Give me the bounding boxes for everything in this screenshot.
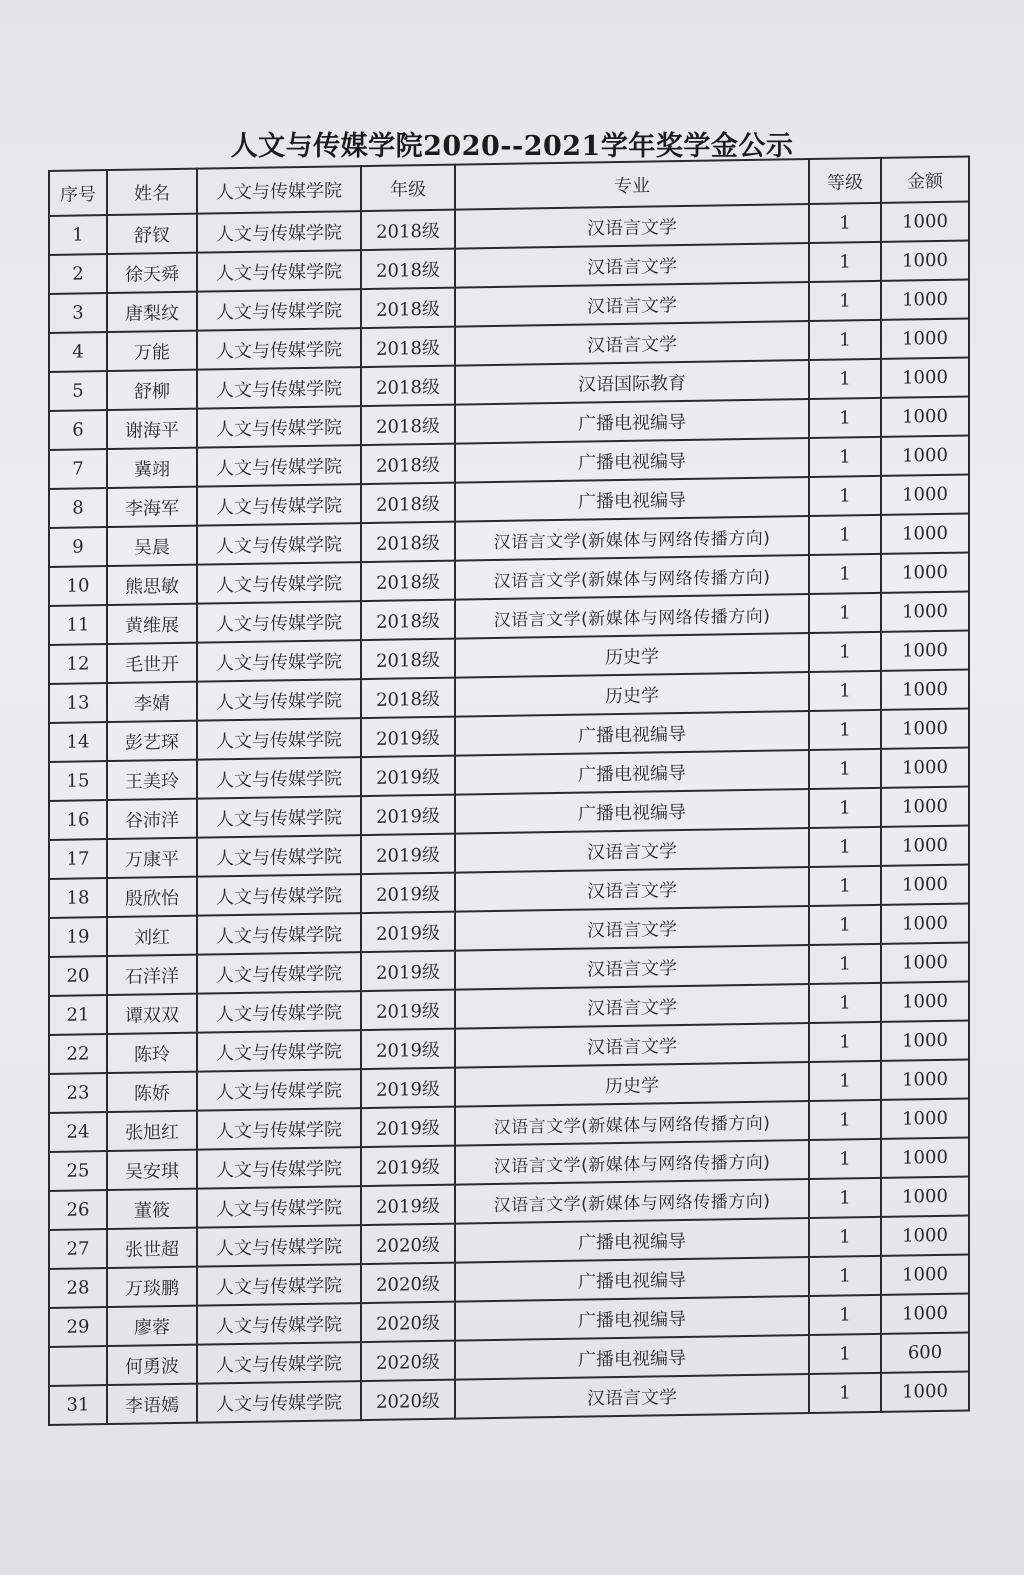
cell-name: 彭艺琛 [107, 721, 197, 761]
cell-major: 汉语言文学 [455, 204, 809, 249]
cell-name: 舒柳 [107, 370, 197, 410]
cell-level: 1 [809, 983, 881, 1023]
cell-level: 1 [809, 905, 881, 945]
cell-level: 1 [809, 671, 881, 711]
cell-grade: 2020级 [361, 1224, 455, 1264]
cell-index: 23 [49, 1073, 107, 1113]
cell-grade: 2019级 [361, 1185, 455, 1225]
cell-level: 1 [809, 1217, 881, 1257]
cell-index: 27 [49, 1229, 107, 1269]
cell-index: 4 [49, 332, 107, 372]
cell-grade: 2019级 [361, 756, 455, 796]
table-body [49, 202, 969, 1425]
cell-major: 汉语言文学(新媒体与网络传播方向) [455, 516, 809, 561]
cell-amount: 1000 [881, 709, 969, 749]
cell-college: 人文与传媒学院 [197, 1147, 361, 1189]
cell-name: 张旭红 [107, 1111, 197, 1151]
cell-amount: 600 [881, 1333, 969, 1373]
cell-college: 人文与传媒学院 [197, 835, 361, 877]
cell-amount: 1000 [881, 1372, 969, 1412]
cell-level: 1 [809, 827, 881, 867]
cell-grade: 2020级 [361, 1263, 455, 1303]
cell-college: 人文与传媒学院 [197, 1030, 361, 1072]
cell-level: 1 [809, 944, 881, 984]
cell-grade: 2018级 [361, 678, 455, 718]
cell-grade: 2018级 [361, 600, 455, 640]
cell-grade: 2018级 [361, 483, 455, 523]
cell-index [49, 1346, 107, 1386]
cell-amount: 1000 [881, 1060, 969, 1100]
cell-amount: 1000 [881, 592, 969, 632]
cell-grade: 2018级 [361, 288, 455, 328]
cell-name: 廖蓉 [107, 1306, 197, 1346]
cell-major: 历史学 [455, 1062, 809, 1107]
cell-name: 熊思敏 [107, 565, 197, 605]
cell-level: 1 [809, 866, 881, 906]
cell-amount: 1000 [881, 748, 969, 788]
cell-college: 人文与传媒学院 [197, 757, 361, 799]
cell-name: 万康平 [107, 838, 197, 878]
cell-grade: 2020级 [361, 1380, 455, 1420]
cell-name: 谢海平 [107, 409, 197, 449]
cell-college: 人文与传媒学院 [197, 1342, 361, 1384]
cell-name: 何勇波 [107, 1345, 197, 1385]
cell-college: 人文与传媒学院 [197, 406, 361, 448]
cell-college: 人文与传媒学院 [197, 367, 361, 409]
cell-major: 广播电视编导 [455, 1218, 809, 1263]
cell-college: 人文与传媒学院 [197, 952, 361, 994]
cell-grade: 2019级 [361, 873, 455, 913]
cell-college: 人文与传媒学院 [197, 1303, 361, 1345]
cell-grade: 2018级 [361, 249, 455, 289]
cell-grade: 2018级 [361, 561, 455, 601]
cell-major: 汉语言文学 [455, 906, 809, 951]
cell-name: 谷沛洋 [107, 799, 197, 839]
cell-amount: 1000 [881, 982, 969, 1022]
cell-index: 3 [49, 293, 107, 333]
cell-index: 29 [49, 1307, 107, 1347]
cell-name: 舒钗 [107, 214, 197, 254]
cell-amount: 1000 [881, 1177, 969, 1217]
cell-major: 汉语言文学(新媒体与网络传播方向) [455, 1140, 809, 1185]
cell-college: 人文与传媒学院 [197, 1264, 361, 1306]
cell-level: 1 [809, 632, 881, 672]
cell-major: 汉语言文学 [455, 945, 809, 990]
cell-college: 人文与传媒学院 [197, 445, 361, 487]
cell-major: 汉语言文学 [455, 321, 809, 366]
cell-college: 人文与传媒学院 [197, 328, 361, 370]
cell-name: 万琰鹏 [107, 1267, 197, 1307]
cell-amount: 1000 [881, 319, 969, 359]
cell-major: 汉语言文学(新媒体与网络传播方向) [455, 1179, 809, 1224]
cell-index: 9 [49, 527, 107, 567]
header-level: 等级 [809, 158, 881, 204]
cell-index: 15 [49, 761, 107, 801]
cell-amount: 1000 [881, 1294, 969, 1334]
cell-major: 历史学 [455, 633, 809, 678]
cell-level: 1 [809, 1178, 881, 1218]
cell-level: 1 [809, 710, 881, 750]
cell-grade: 2018级 [361, 522, 455, 562]
cell-amount: 1000 [881, 553, 969, 593]
cell-major: 汉语言文学 [455, 828, 809, 873]
cell-amount: 1000 [881, 514, 969, 554]
cell-level: 1 [809, 1139, 881, 1179]
cell-level: 1 [809, 788, 881, 828]
cell-grade: 2019级 [361, 834, 455, 874]
cell-amount: 1000 [881, 1216, 969, 1256]
cell-grade: 2019级 [361, 990, 455, 1030]
cell-grade: 2019级 [361, 912, 455, 952]
cell-amount: 1000 [881, 787, 969, 827]
cell-name: 殷欣怡 [107, 877, 197, 917]
cell-index: 19 [49, 917, 107, 957]
cell-level: 1 [809, 1100, 881, 1140]
cell-major: 汉语言文学 [455, 243, 809, 288]
cell-grade: 2018级 [361, 327, 455, 367]
cell-index: 7 [49, 449, 107, 489]
cell-grade: 2020级 [361, 1341, 455, 1381]
cell-college: 人文与传媒学院 [197, 289, 361, 331]
cell-major: 汉语国际教育 [455, 360, 809, 405]
cell-index: 5 [49, 371, 107, 411]
cell-grade: 2018级 [361, 405, 455, 445]
cell-amount: 1000 [881, 475, 969, 515]
cell-amount: 1000 [881, 826, 969, 866]
cell-name: 石洋洋 [107, 955, 197, 995]
cell-level: 1 [809, 1022, 881, 1062]
cell-amount: 1000 [881, 202, 969, 242]
cell-name: 毛世开 [107, 643, 197, 683]
cell-major: 汉语言文学 [455, 984, 809, 1029]
cell-major: 汉语言文学(新媒体与网络传播方向) [455, 594, 809, 639]
cell-amount: 1000 [881, 1255, 969, 1295]
cell-college: 人文与传媒学院 [197, 562, 361, 604]
cell-college: 人文与传媒学院 [197, 523, 361, 565]
cell-level: 1 [809, 749, 881, 789]
cell-major: 汉语言文学(新媒体与网络传播方向) [455, 1101, 809, 1146]
cell-name: 陈娇 [107, 1072, 197, 1112]
cell-major: 广播电视编导 [455, 399, 809, 444]
cell-amount: 1000 [881, 631, 969, 671]
cell-grade: 2020级 [361, 1302, 455, 1342]
cell-index: 16 [49, 800, 107, 840]
header-index: 序号 [49, 170, 107, 216]
cell-grade: 2018级 [361, 639, 455, 679]
cell-name: 陈玲 [107, 1033, 197, 1073]
cell-grade: 2019级 [361, 1068, 455, 1108]
cell-college: 人文与传媒学院 [197, 718, 361, 760]
cell-level: 1 [809, 515, 881, 555]
cell-name: 王美玲 [107, 760, 197, 800]
cell-index: 2 [49, 254, 107, 294]
cell-major: 广播电视编导 [455, 750, 809, 795]
cell-index: 18 [49, 878, 107, 918]
cell-grade: 2018级 [361, 210, 455, 250]
cell-amount: 1000 [881, 904, 969, 944]
cell-amount: 1000 [881, 241, 969, 281]
cell-major: 汉语言文学 [455, 1374, 809, 1419]
cell-index: 24 [49, 1112, 107, 1152]
header-grade: 年级 [361, 165, 455, 211]
cell-amount: 1000 [881, 280, 969, 320]
cell-index: 28 [49, 1268, 107, 1308]
cell-index: 12 [49, 644, 107, 684]
cell-major: 广播电视编导 [455, 711, 809, 756]
document-title: 人文与传媒学院2020--2021学年奖学金公示 [230, 131, 794, 162]
cell-amount: 1000 [881, 1099, 969, 1139]
cell-college: 人文与传媒学院 [197, 640, 361, 682]
cell-name: 吴安琪 [107, 1150, 197, 1190]
header-major: 专业 [455, 159, 809, 210]
cell-name: 万能 [107, 331, 197, 371]
cell-name: 吴晨 [107, 526, 197, 566]
cell-index: 8 [49, 488, 107, 528]
cell-college: 人文与传媒学院 [197, 250, 361, 292]
cell-name: 李海军 [107, 487, 197, 527]
cell-amount: 1000 [881, 358, 969, 398]
cell-major: 汉语言文学(新媒体与网络传播方向) [455, 555, 809, 600]
cell-level: 1 [809, 359, 881, 399]
cell-college: 人文与传媒学院 [197, 601, 361, 643]
cell-name: 董筱 [107, 1189, 197, 1229]
cell-name: 黄维展 [107, 604, 197, 644]
cell-amount: 1000 [881, 865, 969, 905]
cell-index: 14 [49, 722, 107, 762]
cell-major: 广播电视编导 [455, 1296, 809, 1341]
cell-grade: 2018级 [361, 444, 455, 484]
cell-level: 1 [809, 1061, 881, 1101]
cell-grade: 2019级 [361, 795, 455, 835]
cell-college: 人文与传媒学院 [197, 991, 361, 1033]
cell-grade: 2019级 [361, 1146, 455, 1186]
cell-level: 1 [809, 203, 881, 243]
cell-index: 13 [49, 683, 107, 723]
cell-college: 人文与传媒学院 [197, 1186, 361, 1228]
cell-index: 17 [49, 839, 107, 879]
cell-index: 20 [49, 956, 107, 996]
header-amount: 金额 [881, 157, 969, 203]
cell-grade: 2019级 [361, 1107, 455, 1147]
cell-grade: 2019级 [361, 1029, 455, 1069]
cell-level: 1 [809, 1373, 881, 1413]
cell-level: 1 [809, 554, 881, 594]
cell-name: 张世超 [107, 1228, 197, 1268]
cell-level: 1 [809, 398, 881, 438]
cell-major: 广播电视编导 [455, 1257, 809, 1302]
cell-college: 人文与传媒学院 [197, 1108, 361, 1150]
cell-index: 6 [49, 410, 107, 450]
cell-level: 1 [809, 281, 881, 321]
cell-major: 汉语言文学 [455, 1023, 809, 1068]
cell-index: 25 [49, 1151, 107, 1191]
cell-amount: 1000 [881, 1021, 969, 1061]
cell-major: 广播电视编导 [455, 477, 809, 522]
header-college: 人文与传媒学院 [197, 166, 361, 214]
cell-index: 1 [49, 215, 107, 255]
cell-name: 徐天舜 [107, 253, 197, 293]
cell-name: 谭双双 [107, 994, 197, 1034]
cell-level: 1 [809, 476, 881, 516]
cell-level: 1 [809, 593, 881, 633]
cell-amount: 1000 [881, 943, 969, 983]
cell-index: 10 [49, 566, 107, 606]
cell-college: 人文与传媒学院 [197, 1069, 361, 1111]
cell-grade: 2018级 [361, 366, 455, 406]
cell-college: 人文与传媒学院 [197, 211, 361, 253]
header-name: 姓名 [107, 169, 197, 215]
cell-major: 广播电视编导 [455, 1335, 809, 1380]
cell-index: 31 [49, 1385, 107, 1425]
cell-level: 1 [809, 320, 881, 360]
cell-level: 1 [809, 437, 881, 477]
cell-college: 人文与传媒学院 [197, 1381, 361, 1423]
cell-name: 刘红 [107, 916, 197, 956]
cell-college: 人文与传媒学院 [197, 913, 361, 955]
cell-college: 人文与传媒学院 [197, 1225, 361, 1267]
cell-index: 11 [49, 605, 107, 645]
cell-level: 1 [809, 242, 881, 282]
cell-major: 广播电视编导 [455, 789, 809, 834]
cell-major: 广播电视编导 [455, 438, 809, 483]
cell-college: 人文与传媒学院 [197, 874, 361, 916]
cell-major: 汉语言文学 [455, 282, 809, 327]
cell-amount: 1000 [881, 397, 969, 437]
cell-index: 26 [49, 1190, 107, 1230]
cell-index: 22 [49, 1034, 107, 1074]
cell-index: 21 [49, 995, 107, 1035]
cell-name: 李婧 [107, 682, 197, 722]
cell-college: 人文与传媒学院 [197, 796, 361, 838]
cell-name: 冀翊 [107, 448, 197, 488]
cell-amount: 1000 [881, 436, 969, 476]
cell-college: 人文与传媒学院 [197, 484, 361, 526]
cell-grade: 2019级 [361, 717, 455, 757]
cell-level: 1 [809, 1295, 881, 1335]
cell-name: 唐梨纹 [107, 292, 197, 332]
cell-major: 汉语言文学 [455, 867, 809, 912]
cell-level: 1 [809, 1256, 881, 1296]
cell-name: 李语嫣 [107, 1384, 197, 1424]
cell-amount: 1000 [881, 670, 969, 710]
cell-level: 1 [809, 1334, 881, 1374]
cell-grade: 2019级 [361, 951, 455, 991]
cell-college: 人文与传媒学院 [197, 679, 361, 721]
scholarship-table [48, 156, 970, 1426]
cell-major: 历史学 [455, 672, 809, 717]
cell-amount: 1000 [881, 1138, 969, 1178]
